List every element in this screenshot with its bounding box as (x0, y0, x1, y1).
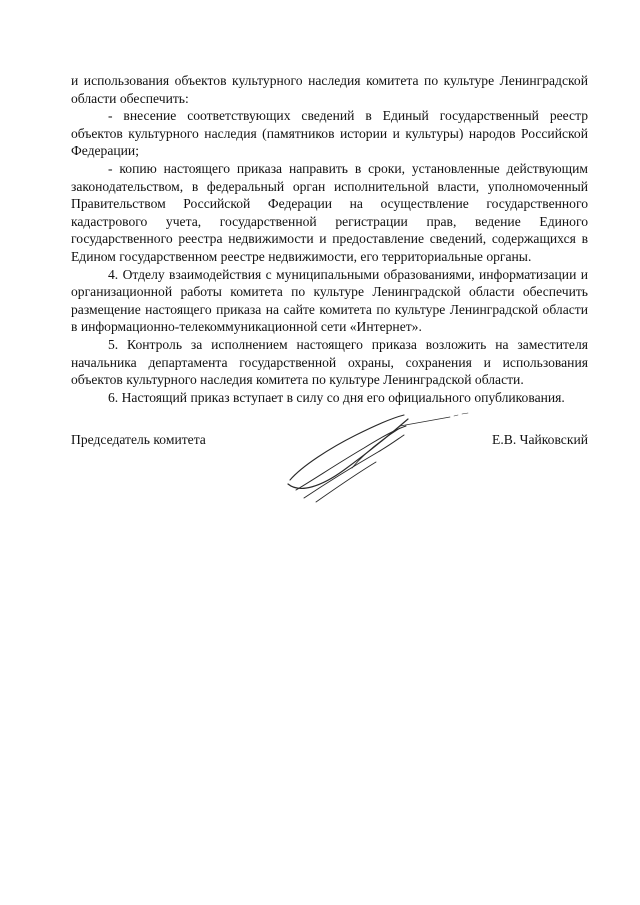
handwritten-signature-icon (282, 408, 482, 503)
paragraph-registry-entry: - внесение соответствующих сведений в Единый государственный реестр объектов культурного наследия (памятников истории и культуры) народов Российской Федерации; (71, 108, 588, 159)
order-body-text (71, 72, 588, 406)
signatory-name: Е.В. Чайковский (492, 432, 588, 447)
paragraph-copy-delivery: - копию настоящего приказа направить в сроки, установленные действующим законодательством, в федеральный орган исполнительной власти, уполномоченный Правительством Российской Федерации на осуществление государственного кадастрового учета, государственной регистрации прав, ведение Единого государственного реестра недвижимости и предоставление сведений, содержащихся в Едином государственном реестре недвижимости, его территориальные органы. (71, 160, 588, 264)
paragraph-item-6: 6. Настоящий приказ вступает в силу со дня его официального опубликования. (108, 389, 565, 405)
paragraph-continuation: и использования объектов культурного наследия комитета по культуре Ленинградской области обеспечить: (71, 73, 588, 106)
paragraph-item-4: 4. Отделу взаимодействия с муниципальными образованиями, информатизации и организационной работы комитета по культуре Ленинградской области обеспечить размещение настоящего приказа на сайте комитета по культуре Ленинградской области в информационно-телекоммуникационной сети «Интернет». (71, 266, 588, 335)
paragraph-item-5: 5. Контроль за исполнением настоящего приказа возложить на заместителя начальника департамента государственной охраны, сохранения и использования объектов культурного наследия комитета по культуре Ленинградской области. (71, 336, 588, 388)
signatory-title: Председатель комитета (71, 432, 206, 447)
